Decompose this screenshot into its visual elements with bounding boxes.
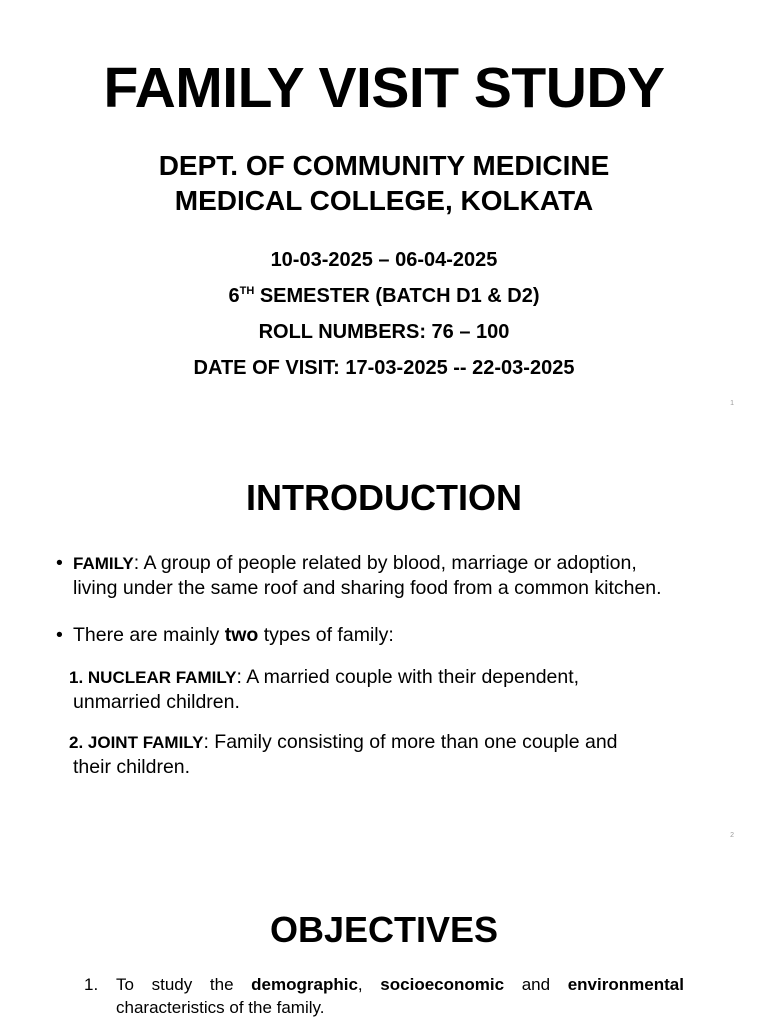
objective-word: the <box>209 975 234 994</box>
types-prefix: There are mainly <box>73 624 225 646</box>
nuclear-number: 1. <box>69 668 88 687</box>
visit-date: DATE OF VISIT: 17-03-2025 -- 22-03-2025 <box>193 357 575 379</box>
roll-numbers: ROLL NUMBERS: 76 – 100 <box>258 321 510 343</box>
semester-batch: SEMESTER (BATCH D1 & D2) <box>254 285 540 307</box>
family-def-line2: living under the same roof and sharing food from a common kitchen. <box>73 577 662 599</box>
family-def-line1: : A group of people related by blood, marriage or adoption, <box>133 552 637 574</box>
slide-1 <box>0 0 768 420</box>
joint-def-line1: : Family consisting of more than one couple and <box>203 731 618 753</box>
nuclear-def-line1: : A married couple with their dependent, <box>236 666 580 688</box>
semester-number: 6 <box>228 285 240 307</box>
slide-2 <box>0 420 768 850</box>
objective-environmental: environmental <box>567 975 684 994</box>
objective-socioeconomic: socioeconomic <box>380 975 505 994</box>
joint-number: 2. <box>69 733 88 752</box>
objective-word: To <box>116 975 134 994</box>
family-definition <box>56 551 716 600</box>
date-range: 10-03-2025 – 06-04-2025 <box>270 249 498 271</box>
main-title: FAMILY VISIT STUDY <box>103 56 665 120</box>
nuclear-def-line2: unmarried children. <box>73 691 240 713</box>
page-number: 1 <box>730 400 734 407</box>
objective-comma: , <box>357 975 363 994</box>
page-number: 2 <box>730 832 734 839</box>
types-suffix: types of family: <box>258 624 394 646</box>
objective-item-1 <box>84 973 684 1019</box>
semester-line <box>0 283 768 312</box>
objective-word: study <box>151 975 193 994</box>
joint-term: JOINT FAMILY <box>87 733 204 752</box>
nuclear-family-item <box>69 665 693 714</box>
family-types <box>56 623 716 647</box>
department-heading <box>0 148 768 218</box>
college-line: MEDICAL COLLEGE, KOLKATA <box>174 185 594 216</box>
slide-3 <box>0 850 768 1024</box>
family-term: FAMILY <box>73 554 134 573</box>
introduction-title: INTRODUCTION <box>246 477 522 518</box>
semester-suffix: TH <box>239 285 255 297</box>
objective-line2: characteristics of the family. <box>116 998 325 1017</box>
objectives-title: OBJECTIVES <box>269 909 499 950</box>
objective-demographic: demographic <box>251 975 358 994</box>
types-count: two <box>224 624 259 646</box>
joint-family-item <box>69 730 693 779</box>
bullet: • <box>56 624 63 646</box>
joint-def-line2: their children. <box>73 756 191 778</box>
objective-number: 1. <box>84 975 99 994</box>
bullet: • <box>56 552 63 574</box>
department-line: DEPT. OF COMMUNITY MEDICINE <box>158 150 610 181</box>
nuclear-term: NUCLEAR FAMILY <box>87 668 237 687</box>
objective-word: and <box>521 975 551 994</box>
